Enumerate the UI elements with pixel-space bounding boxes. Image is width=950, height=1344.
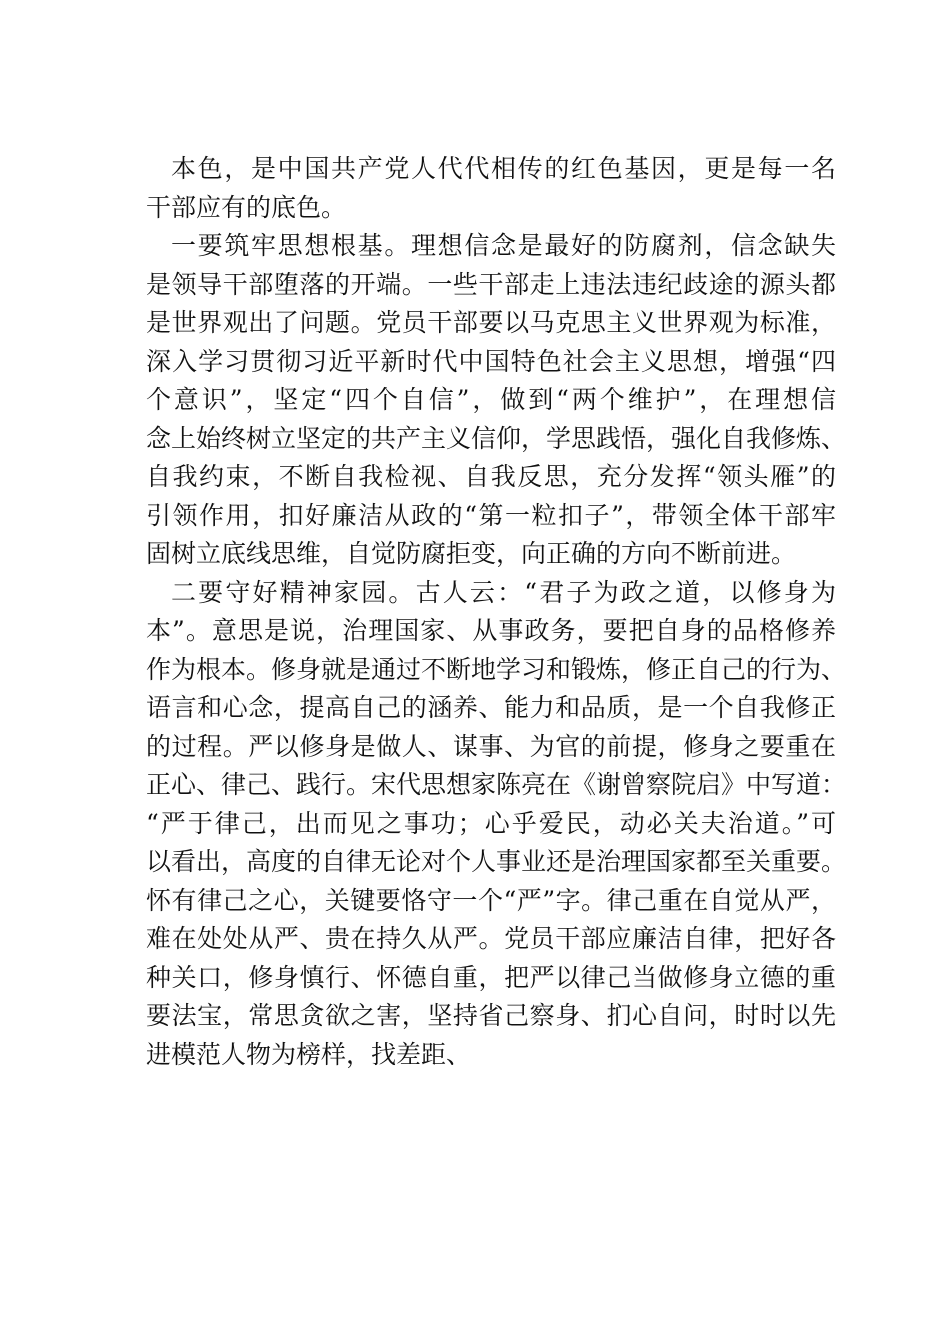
text-line: 二要守好精神家园。古人云：“君子为政之道，以修身为 [171,577,836,607]
text-line: 深入学习贯彻习近平新时代中国特色社会主义思想，增强“四 [146,346,836,376]
text-line: 以看出，高度的自律无论对个人事业还是治理国家都至关重要。 [146,847,847,876]
text-line: 个意识”，坚定“四个自信”，做到“两个维护”，在理想信 [146,385,836,414]
text-line: 引领作用，扣好廉洁从政的“第一粒扣子”，带领全体干部牢 [146,500,836,530]
text-line: 是世界观出了问题。党员干部要以马克思主义世界观为标准， [146,308,836,337]
text-line: 固树立底线思维，自觉防腐拒变，向正确的方向不断前进。 [146,539,797,568]
text-line: 本色，是中国共产党人代代相传的红色基因，更是每一名 [171,154,836,183]
text-line: 是领导干部堕落的开端。一些干部走上违法违纪歧途的源头都 [146,269,836,299]
text-line: 语言和心念，提高自己的涵养、能力和品质，是一个自我修正 [146,693,836,722]
text-line: 进模范人物为榜样，找差距、 [146,1039,472,1069]
body-text [146,150,847,1074]
text-line: 念上始终树立坚定的共产主义信仰，学思践悟，强化自我修炼、 [146,423,847,453]
text-line: 的过程。严以修身是做人、谋事、为官的前提，修身之要重在 [146,731,836,761]
text-line: 怀有律己之心，关键要恪守一个“严”字。律己重在自觉从严， [146,885,836,915]
text-line: 一要筑牢思想根基。理想信念是最好的防腐剂，信念缺失 [171,231,836,260]
text-line: 难在处处从严、贵在持久从严。党员干部应廉洁自律，把好各 [146,924,836,953]
text-line: 要法宝，常思贪欲之害，坚持省己察身、扪心自问，时时以先 [146,1001,836,1030]
text-line: “严于律己，出而见之事功；心乎爱民，动必关夫治道。”可 [146,808,836,838]
text-line: 正心、律己、践行。宋代思想家陈亮在《谢曾察院启》中写道： [146,770,847,799]
text-line: 作为根本。修身就是通过不断地学习和锻炼，修正自己的行为、 [146,654,847,684]
text-line: 本”。意思是说，治理国家、从事政务，要把自身的品格修养 [146,616,836,645]
text-line: 种关口，修身慎行、怀德自重，把严以律己当做修身立德的重 [146,962,836,992]
text-line: 干部应有的底色。 [146,192,347,222]
text-line: 自我约束，不断自我检视、自我反思，充分发挥“领头雁”的 [146,462,836,491]
